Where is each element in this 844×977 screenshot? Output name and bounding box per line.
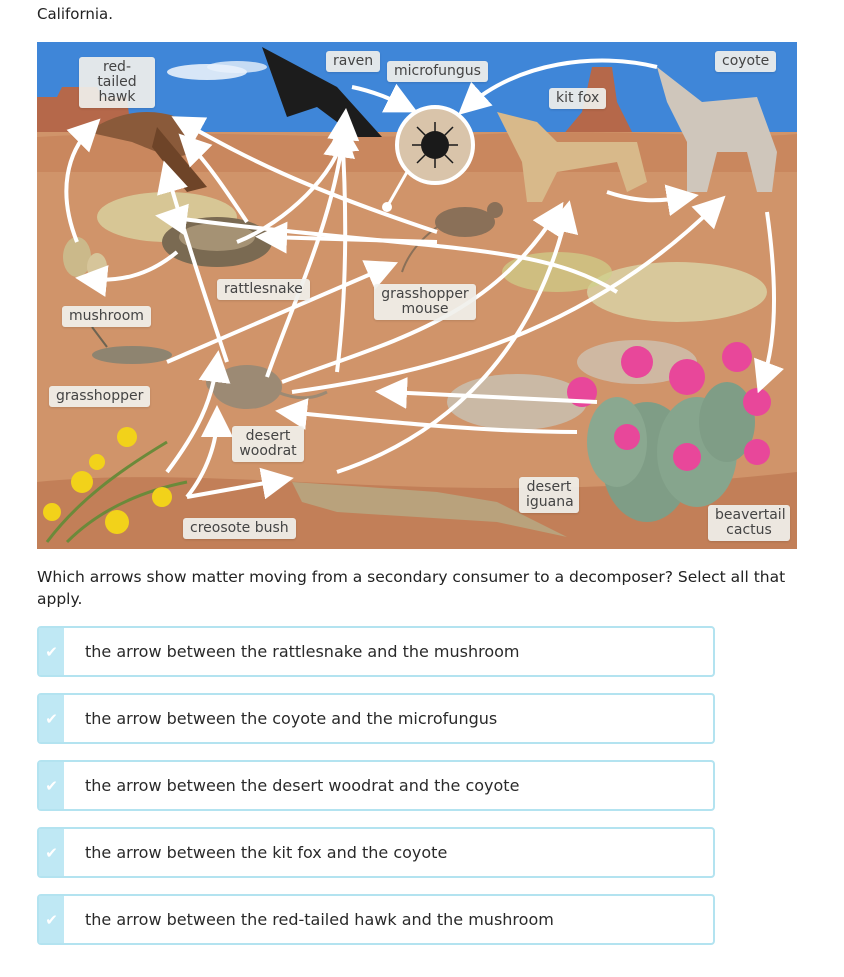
label-desert-iguana: desert iguana bbox=[519, 477, 579, 513]
label-red-tailed-hawk: red-tailed hawk bbox=[79, 57, 155, 108]
checkmark-icon: ✔ bbox=[39, 695, 64, 742]
label-rattlesnake: rattlesnake bbox=[217, 279, 310, 300]
label-desert-woodrat: desert woodrat bbox=[232, 426, 304, 462]
choice-woodrat-coyote[interactable] bbox=[37, 760, 715, 811]
label-mushroom: mushroom bbox=[62, 306, 151, 327]
checkmark-icon: ✔ bbox=[39, 628, 64, 675]
label-beavertail-cactus: beavertail cactus bbox=[708, 505, 790, 541]
choice-kitfox-coyote[interactable] bbox=[37, 827, 715, 878]
choice-rattlesnake-mushroom[interactable] bbox=[37, 626, 715, 677]
choice-label: the arrow between the kit fox and the coyote bbox=[85, 843, 448, 862]
choice-label: the arrow between the red-tailed hawk and the mushroom bbox=[85, 910, 554, 929]
checkmark-icon: ✔ bbox=[39, 829, 64, 876]
label-coyote: coyote bbox=[715, 51, 776, 72]
choice-label: the arrow between the desert woodrat and the coyote bbox=[85, 776, 520, 795]
label-microfungus: microfungus bbox=[387, 61, 488, 82]
choice-label: the arrow between the coyote and the microfungus bbox=[85, 709, 498, 728]
checkmark-icon: ✔ bbox=[39, 762, 64, 809]
label-raven: raven bbox=[326, 51, 380, 72]
label-grasshopper: grasshopper bbox=[49, 386, 150, 407]
question-text: Which arrows show matter moving from a secondary consumer to a decomposer? Select all that apply. bbox=[37, 568, 786, 608]
checkmark-icon: ✔ bbox=[39, 896, 64, 943]
choice-coyote-microfungus[interactable] bbox=[37, 693, 715, 744]
intro-text: California. bbox=[37, 5, 113, 23]
choice-hawk-mushroom[interactable] bbox=[37, 894, 715, 945]
label-creosote-bush: creosote bush bbox=[183, 518, 296, 539]
label-grasshopper-mouse: grasshopper mouse bbox=[374, 284, 476, 320]
food-web-diagram bbox=[37, 42, 797, 549]
answer-choices bbox=[37, 626, 715, 961]
choice-label: the arrow between the rattlesnake and the mushroom bbox=[85, 642, 520, 661]
label-kit-fox: kit fox bbox=[549, 88, 606, 109]
